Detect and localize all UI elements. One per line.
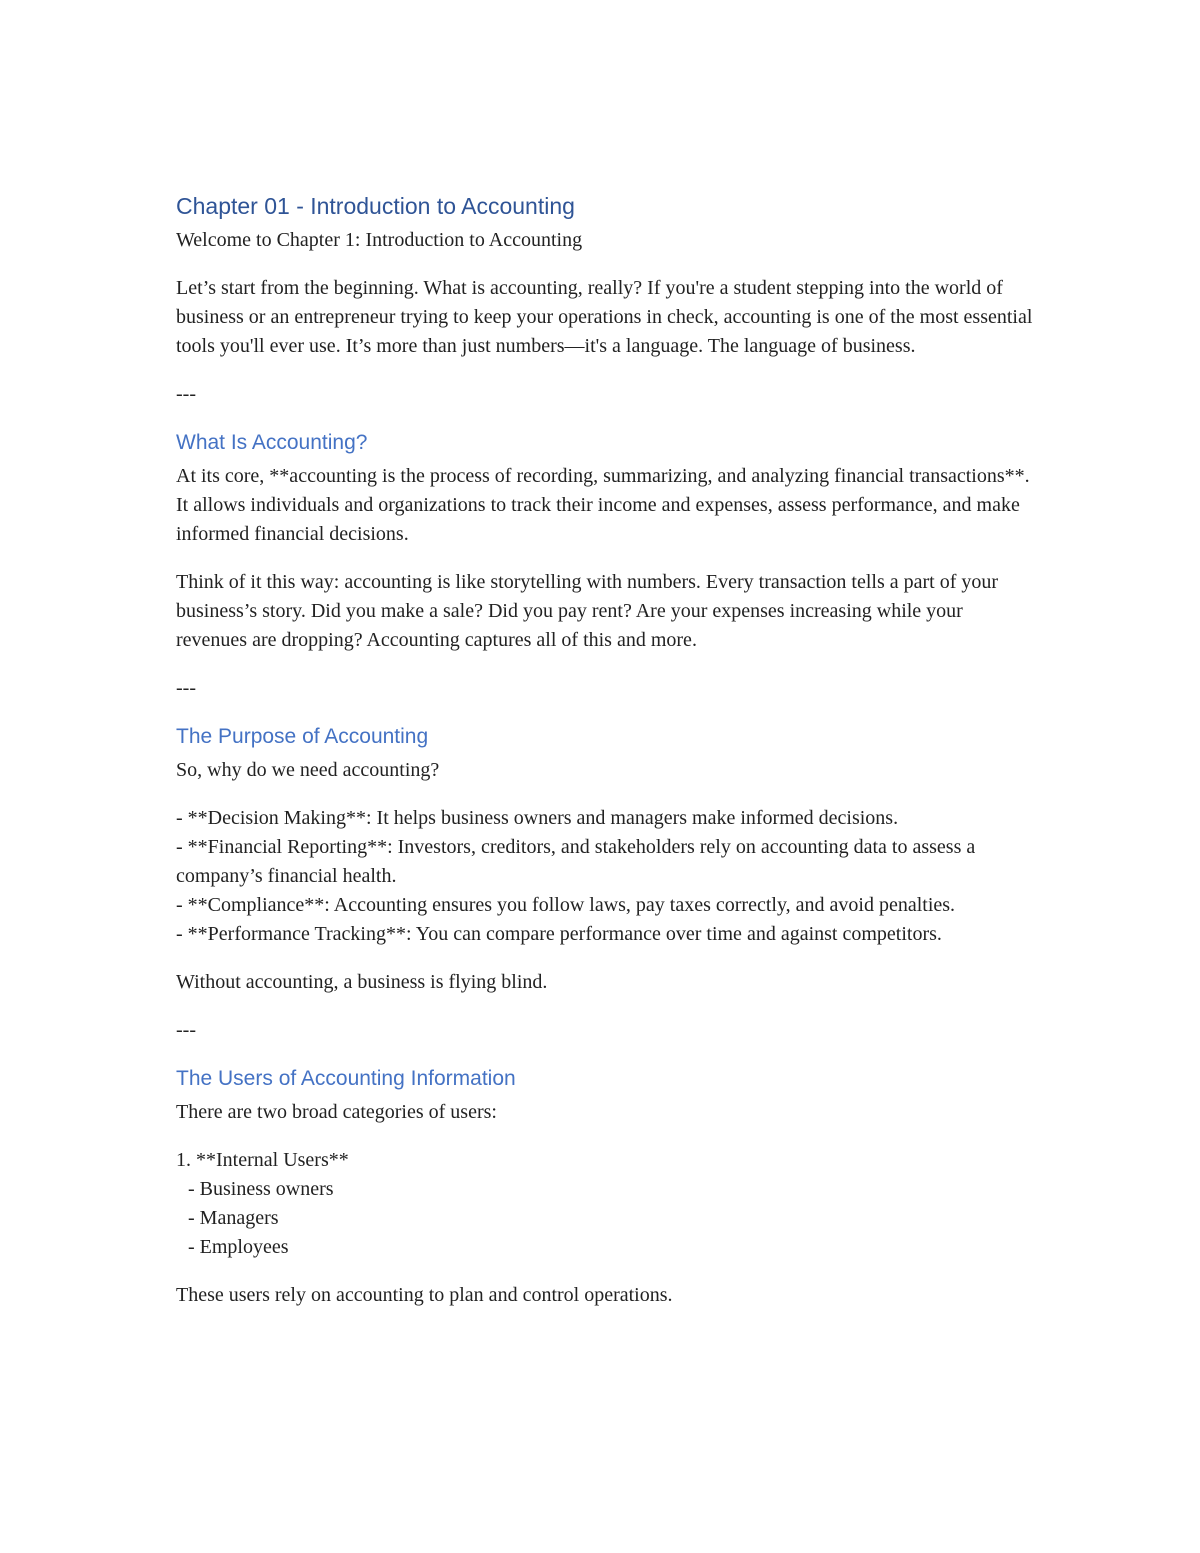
- list-item: - Employees: [188, 1236, 289, 1258]
- section-heading-purpose: The Purpose of Accounting: [176, 725, 429, 748]
- section-heading-what: What Is Accounting?: [176, 431, 368, 454]
- welcome-line: Welcome to Chapter 1: Introduction to Accounting: [176, 229, 583, 251]
- separator: ---: [176, 1019, 196, 1041]
- section-heading-users: The Users of Accounting Information: [176, 1067, 516, 1090]
- separator: ---: [176, 383, 196, 405]
- document-page: [176, 190, 1036, 1329]
- intro-paragraph: Let’s start from the beginning. What is accounting, really? If you're a student stepping into the world of business or an entrepreneur trying to keep your operations in check, accounting is one of the most essential tools you'll ever use. It’s more than just numbers—it's a language. The language of business.: [176, 277, 1033, 357]
- users-intro: There are two broad categories of users:: [176, 1101, 497, 1123]
- list-item: - Business owners: [188, 1178, 334, 1200]
- list-item: 1. **Internal Users**: [176, 1149, 349, 1171]
- chapter-title: Chapter 01 - Introduction to Accounting: [176, 193, 575, 219]
- internal-users-list: [176, 1146, 1036, 1262]
- separator: ---: [176, 677, 196, 699]
- list-item: - **Compliance**: Accounting ensures you follow laws, pay taxes correctly, and avoid penalties.: [176, 894, 956, 916]
- what-paragraph-2: Think of it this way: accounting is like storytelling with numbers. Every transaction tells a part of your business’s story. Did you make a sale? Did you pay rent? Are your expenses increasing while your revenues are dropping? Accounting captures all of this and more.: [176, 571, 999, 651]
- purpose-question: So, why do we need accounting?: [176, 759, 440, 781]
- list-item: - **Performance Tracking**: You can compare performance over time and against competitors.: [176, 923, 942, 945]
- list-item: - Managers: [188, 1207, 279, 1229]
- purpose-closing: Without accounting, a business is flying blind.: [176, 971, 548, 993]
- users-closing: These users rely on accounting to plan and control operations.: [176, 1284, 673, 1306]
- list-item: - **Financial Reporting**: Investors, creditors, and stakeholders rely on accounting data to assess a company’s financial health.: [176, 836, 976, 887]
- list-item: - **Decision Making**: It helps business owners and managers make informed decisions.: [176, 807, 899, 829]
- what-paragraph-1: At its core, **accounting is the process of recording, summarizing, and analyzing financial transactions**. It allows individuals and organizations to track their income and expenses, assess performance, and make informed financial decisions.: [176, 465, 1030, 545]
- purpose-list: [176, 804, 1036, 949]
